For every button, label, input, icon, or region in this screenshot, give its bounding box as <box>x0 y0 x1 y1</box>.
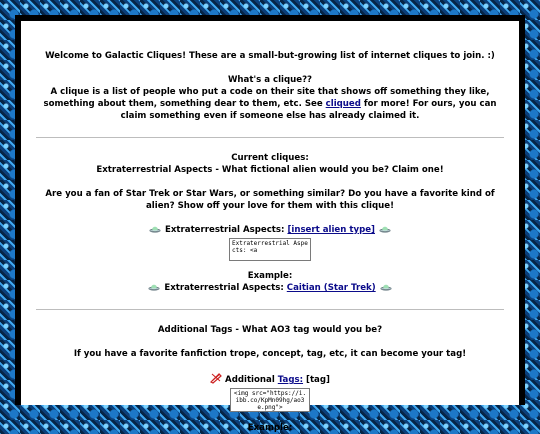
alien-ship-icon <box>148 284 160 291</box>
cliqued-link[interactable]: cliqued <box>325 99 361 109</box>
alien-ship-icon <box>149 226 161 233</box>
what-is-clique-heading: What's a clique?? <box>227 75 313 85</box>
extraterrestrial-description: Are you a fan of Star Trek or Star Wars, or something similar? Do you have a favorite kind of alien? Show off your love for them with this clique! <box>45 189 495 211</box>
extraterrestrial-code-label: Extraterrestrial Aspects: <box>165 225 288 235</box>
additional-tags-description: If you have a favorite fanfiction trope, concept, tag, etc, it can become your tag! <box>73 349 467 359</box>
explain-text-after: for more! For ours, you can claim something even if someone else has already claimed it. <box>120 99 497 121</box>
extraterrestrial-code-line <box>37 224 503 236</box>
current-cliques-section <box>21 152 519 294</box>
additional-tags-section <box>21 324 519 434</box>
divider-2 <box>36 309 504 310</box>
intro-section <box>21 50 519 122</box>
additional-label: Additional <box>225 375 278 385</box>
pen-icon <box>210 372 222 383</box>
alien-ship-icon <box>380 284 392 291</box>
extraterrestrial-code-box[interactable] <box>229 238 311 261</box>
page-frame <box>15 15 525 433</box>
additional-tags-code-line <box>37 372 503 386</box>
main-content <box>21 21 519 433</box>
current-cliques-heading: Current cliques: <box>231 153 309 163</box>
tag-placeholder: [tag] <box>303 375 330 385</box>
extraterrestrial-example-label: Example: <box>247 271 293 281</box>
alien-ship-icon <box>379 226 391 233</box>
tags-link[interactable]: Tags: <box>277 375 304 385</box>
additional-tags-example-label: Example: <box>247 423 293 433</box>
additional-tags-code-box[interactable] <box>230 388 310 412</box>
divider-1 <box>36 137 504 138</box>
caitian-link[interactable]: Caitian (Star Trek) <box>286 283 376 293</box>
extraterrestrial-example-line <box>37 282 503 294</box>
additional-tags-heading: Additional Tags - What AO3 tag would you be? <box>157 325 383 335</box>
example-prefix: Extraterrestrial Aspects: <box>164 283 287 293</box>
insert-alien-type-link[interactable]: [insert alien type] <box>287 225 375 235</box>
welcome-text: Welcome to Galactic Cliques! These are a small-but-growing list of internet cliques to join. :) <box>45 51 495 61</box>
explain-text-before: A clique is a list of people who put a code on their site that shows off something they like, something about them, something dear to them, etc. See <box>43 87 490 109</box>
extraterrestrial-heading: Extraterrestrial Aspects - What fictional alien would you be? Claim one! <box>96 165 444 175</box>
clique-explanation <box>37 86 503 122</box>
